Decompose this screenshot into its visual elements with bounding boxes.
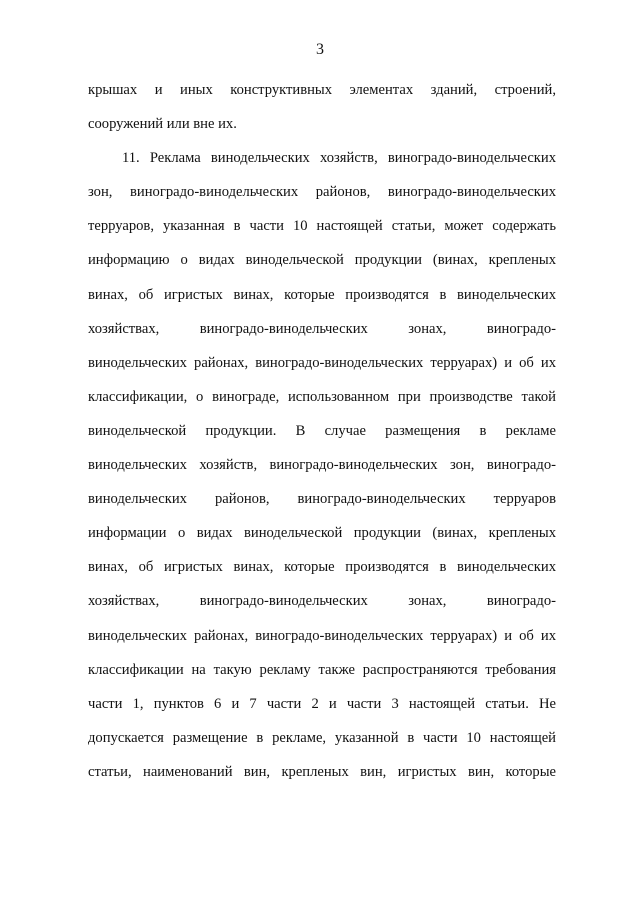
text-line: сооружений или вне их.: [88, 116, 237, 133]
page-number: 3: [316, 41, 324, 58]
text-line: терруаров, указанная в части 10 настоящей статьи, может содержать: [88, 218, 556, 235]
text-line: информации о видах винодельческой продукции (винах, крепленых: [88, 525, 556, 542]
text-line: винодельческих районах, виноградо-винодельческих терруарах) и об их: [88, 627, 556, 644]
text-line: хозяйствах, виноградо-винодельческих зонах, виноградо-: [88, 320, 556, 337]
text-line: классификации, о винограде, использованном при производстве такой: [88, 388, 556, 405]
text-line: хозяйствах, виноградо-винодельческих зонах, виноградо-: [88, 593, 556, 610]
text-line: классификации на такую рекламу также распространяются требования: [88, 661, 556, 678]
body-text: [88, 76, 556, 792]
text-line: зон, виноградо-винодельческих районов, виноградо-винодельческих: [88, 184, 556, 201]
text-line: винодельческих районов, виноградо-винодельческих терруаров: [88, 491, 556, 508]
text-line: винодельческих районах, виноградо-винодельческих терруарах) и об их: [88, 354, 556, 371]
text-line: статьи, наименований вин, крепленых вин, игристых вин, которые: [88, 763, 556, 780]
text-line: допускается размещение в рекламе, указанной в части 10 настоящей: [88, 729, 556, 746]
text-line: части 1, пунктов 6 и 7 части 2 и части 3 настоящей статьи. Не: [88, 695, 556, 712]
text-line: винах, об игристых винах, которые производятся в винодельческих: [88, 286, 556, 303]
text-line: винодельческих хозяйств, виноградо-винодельческих зон, виноградо-: [88, 457, 556, 474]
text-line: винах, об игристых винах, которые производятся в винодельческих: [88, 559, 556, 576]
text-line: 11. Реклама винодельческих хозяйств, виноградо-винодельческих: [122, 150, 556, 167]
text-line: информацию о видах винодельческой продукции (винах, крепленых: [88, 252, 556, 269]
text-line: крышах и иных конструктивных элементах зданий, строений,: [88, 82, 556, 98]
text-line: винодельческой продукции. В случае размещения в рекламе: [88, 422, 556, 439]
